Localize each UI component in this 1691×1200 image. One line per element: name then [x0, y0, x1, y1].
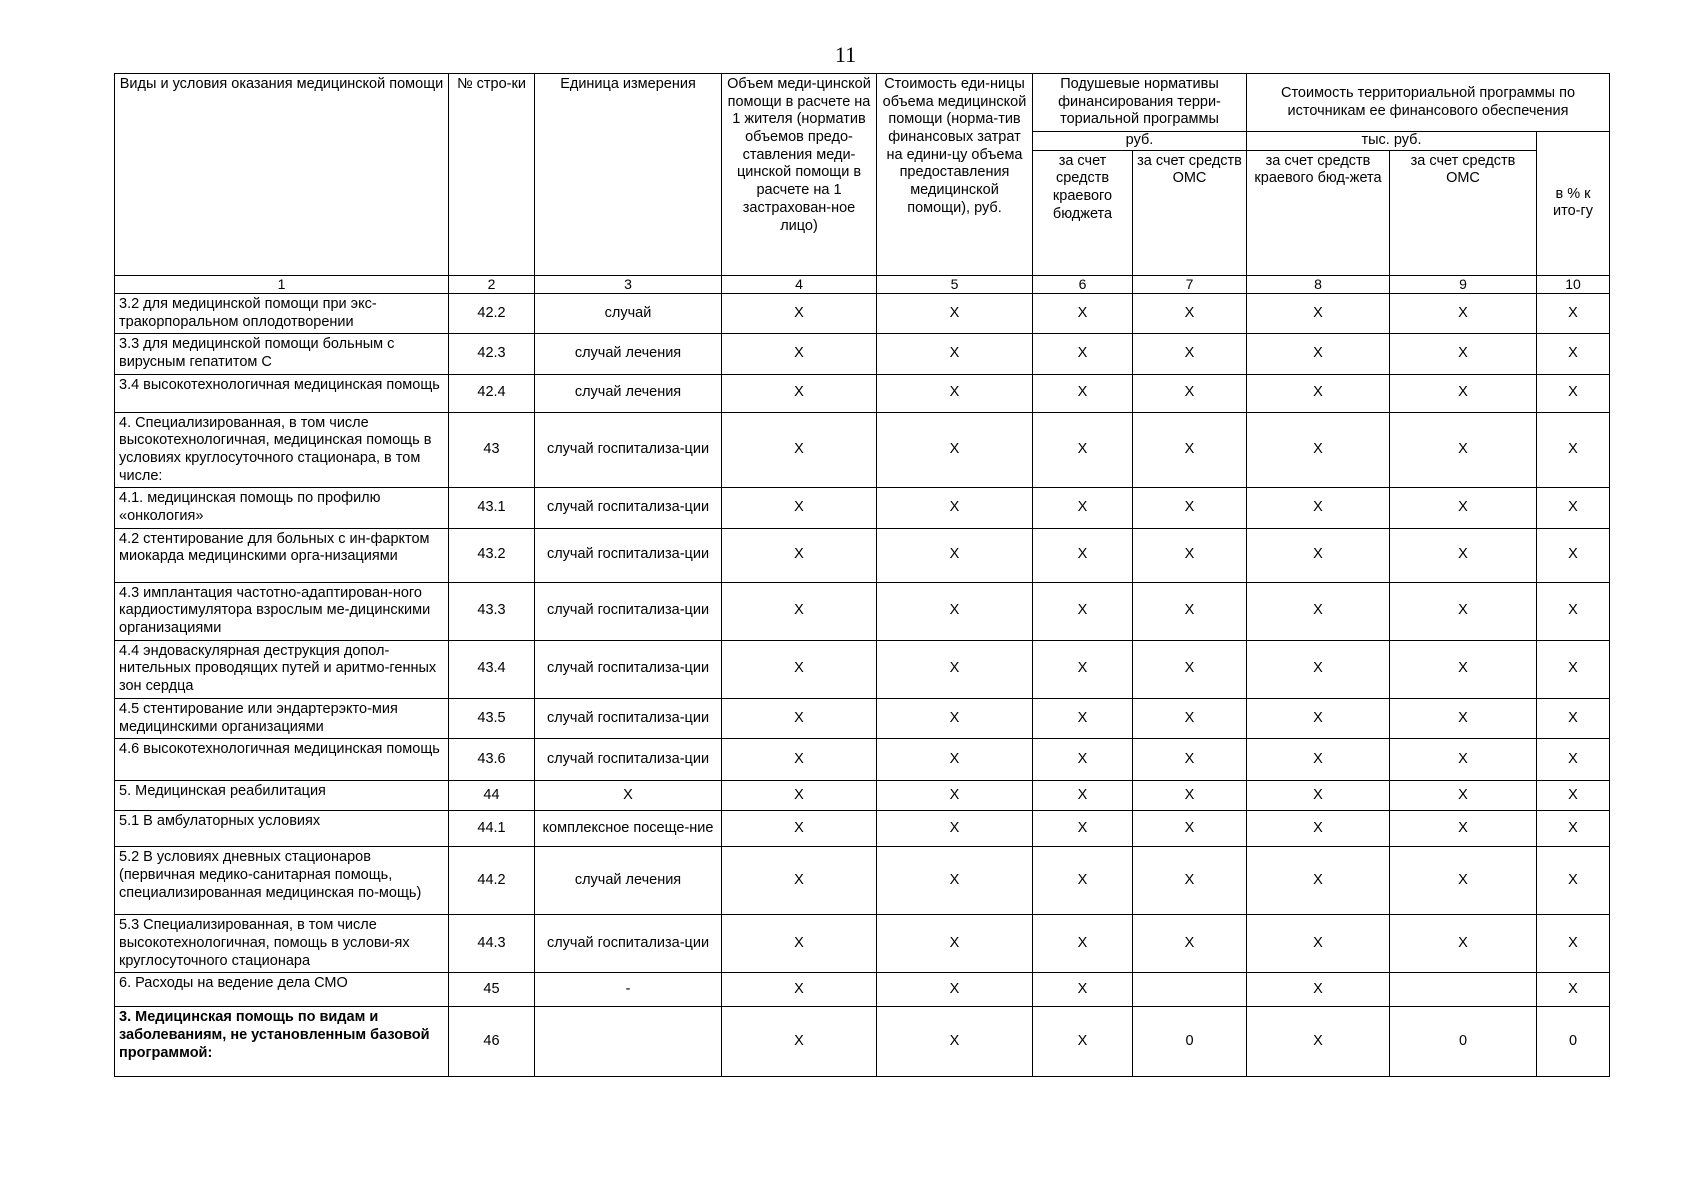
row-value: X	[1247, 528, 1390, 582]
table-row	[115, 739, 1610, 781]
header-oms-rub: за счет средств ОМС	[1133, 150, 1247, 275]
header-unit-cost: Стоимость еди-ницы объема медицинской помощи (норма-тив финансовых затрат на едини-цу объема предоставления медицинской помощи), руб.	[877, 74, 1033, 276]
row-value: X	[1133, 781, 1247, 811]
row-line-number: 44.3	[449, 915, 535, 973]
row-value: X	[877, 374, 1033, 412]
row-value: X	[1537, 915, 1610, 973]
row-unit: случай госпитализа-ции	[535, 640, 722, 698]
row-value: X	[1537, 374, 1610, 412]
row-name: 3.4 высокотехнологичная медицинская помощь	[115, 374, 449, 412]
row-value: X	[722, 640, 877, 698]
row-unit: случай госпитализа-ции	[535, 739, 722, 781]
row-line-number: 43.5	[449, 698, 535, 738]
header-volume-per-resident: Объем меди-цинской помощи в расчете на 1 жителя (норматив объемов предо-ставления меди-цинской помощи в расчете на 1 застрахован-ное лицо)	[722, 74, 877, 276]
row-value: X	[1033, 915, 1133, 973]
row-value: X	[1247, 334, 1390, 374]
row-value: X	[1537, 488, 1610, 528]
header-percent-of-total: в % к ито-гу	[1537, 132, 1610, 276]
row-value: X	[877, 739, 1033, 781]
row-unit: случай госпитализа-ции	[535, 915, 722, 973]
table-row	[115, 293, 1610, 333]
table-row	[115, 847, 1610, 915]
row-value: X	[1390, 412, 1537, 488]
table-row	[115, 973, 1610, 1007]
table-row	[115, 374, 1610, 412]
row-value: X	[877, 698, 1033, 738]
row-value: X	[1033, 698, 1133, 738]
row-unit	[535, 1007, 722, 1077]
row-value: X	[1133, 915, 1247, 973]
row-value: X	[1133, 334, 1247, 374]
row-value: X	[877, 293, 1033, 333]
row-value: X	[877, 528, 1033, 582]
column-number: 8	[1247, 275, 1390, 293]
row-value: X	[1247, 488, 1390, 528]
row-value: X	[722, 582, 877, 640]
row-line-number: 44.2	[449, 847, 535, 915]
row-value: X	[1133, 811, 1247, 847]
row-value: X	[1247, 640, 1390, 698]
row-value: X	[1247, 412, 1390, 488]
row-value: X	[1390, 847, 1537, 915]
row-value: X	[722, 293, 877, 333]
header-regional-budget-rub: за счет средств краевого бюджета	[1033, 150, 1133, 275]
row-value: X	[877, 334, 1033, 374]
row-unit: случай госпитализа-ции	[535, 412, 722, 488]
table-row	[115, 582, 1610, 640]
row-line-number: 43.6	[449, 739, 535, 781]
row-value: X	[1133, 412, 1247, 488]
row-value: X	[877, 781, 1033, 811]
table-row	[115, 528, 1610, 582]
row-name: 5.2 В условиях дневных стационаров (первичная медико-санитарная помощь, специализированная медицинская по-мощь)	[115, 847, 449, 915]
row-value: X	[722, 412, 877, 488]
row-name: 4. Специализированная, в том числе высокотехнологичная, медицинская помощь в условиях круглосуточного стационара, в том числе:	[115, 412, 449, 488]
table-row	[115, 334, 1610, 374]
row-line-number: 45	[449, 973, 535, 1007]
row-value: X	[1033, 374, 1133, 412]
header-unit-thous-rub: тыс. руб.	[1247, 132, 1537, 151]
header-row	[115, 74, 1610, 132]
row-line-number: 43.3	[449, 582, 535, 640]
row-value: X	[1247, 811, 1390, 847]
row-value: X	[877, 488, 1033, 528]
row-value: X	[1033, 847, 1133, 915]
table-row	[115, 488, 1610, 528]
row-value: X	[1133, 847, 1247, 915]
row-value: X	[877, 640, 1033, 698]
row-value: X	[1033, 1007, 1133, 1077]
row-value: X	[1537, 528, 1610, 582]
row-value: X	[877, 1007, 1033, 1077]
row-value: X	[1033, 973, 1133, 1007]
row-value: X	[877, 412, 1033, 488]
row-line-number: 46	[449, 1007, 535, 1077]
header-unit-rub: руб.	[1033, 132, 1247, 151]
row-value: X	[1247, 1007, 1390, 1077]
row-value: X	[877, 847, 1033, 915]
row-value: X	[1133, 374, 1247, 412]
row-value: X	[1390, 915, 1537, 973]
row-unit: комплексное посеще-ние	[535, 811, 722, 847]
table-row	[115, 1007, 1610, 1077]
table-row	[115, 915, 1610, 973]
row-value: X	[1133, 293, 1247, 333]
row-value: X	[1133, 739, 1247, 781]
row-value: X	[722, 811, 877, 847]
row-value: X	[1033, 528, 1133, 582]
row-name: 3. Медицинская помощь по видам и заболеваниям, не установленным базовой программой:	[115, 1007, 449, 1077]
row-value	[1390, 973, 1537, 1007]
column-number: 3	[535, 275, 722, 293]
row-value: 0	[1133, 1007, 1247, 1077]
header-kinds-of-care: Виды и условия оказания медицинской помощи	[115, 74, 449, 276]
row-unit: случай лечения	[535, 847, 722, 915]
row-line-number: 42.2	[449, 293, 535, 333]
row-line-number: 44.1	[449, 811, 535, 847]
table-row	[115, 640, 1610, 698]
table-row	[115, 412, 1610, 488]
column-number: 6	[1033, 275, 1133, 293]
table-row	[115, 811, 1610, 847]
row-value: 0	[1390, 1007, 1537, 1077]
row-name: 3.2 для медицинской помощи при экс-тракорпоральном оплодотворении	[115, 293, 449, 333]
row-value: X	[1033, 334, 1133, 374]
program-cost-table	[114, 73, 1610, 1077]
column-number: 1	[115, 275, 449, 293]
row-line-number: 43.4	[449, 640, 535, 698]
row-value: X	[1537, 582, 1610, 640]
row-value: X	[1390, 293, 1537, 333]
row-value: X	[1537, 412, 1610, 488]
row-value: X	[1033, 412, 1133, 488]
header-regional-budget-thous: за счет средств краевого бюд-жета	[1247, 150, 1390, 275]
row-value: X	[1390, 374, 1537, 412]
row-value: X	[1390, 334, 1537, 374]
row-value: X	[1390, 488, 1537, 528]
column-number: 2	[449, 275, 535, 293]
row-name: 5.3 Специализированная, в том числе высокотехнологичная, помощь в услови-ях круглосуточного стационара	[115, 915, 449, 973]
row-line-number: 43	[449, 412, 535, 488]
row-value: X	[722, 973, 877, 1007]
row-value: X	[1537, 739, 1610, 781]
row-value: X	[1133, 640, 1247, 698]
row-name: 4.3 имплантация частотно-адаптирован-ного кардиостимулятора взрослым ме-дицинскими организациями	[115, 582, 449, 640]
row-value: X	[1033, 781, 1133, 811]
row-value: X	[722, 334, 877, 374]
row-unit: случай лечения	[535, 374, 722, 412]
row-value: X	[1390, 698, 1537, 738]
row-unit: случай госпитализа-ции	[535, 488, 722, 528]
row-name: 4.5 стентирование или эндартерэкто-мия медицинскими организациями	[115, 698, 449, 738]
row-value: 0	[1537, 1007, 1610, 1077]
row-value: X	[1033, 640, 1133, 698]
column-number: 10	[1537, 275, 1610, 293]
row-value: X	[722, 698, 877, 738]
row-line-number: 43.2	[449, 528, 535, 582]
row-unit: случай лечения	[535, 334, 722, 374]
row-value: X	[1537, 781, 1610, 811]
row-value: X	[1033, 488, 1133, 528]
row-value: X	[722, 847, 877, 915]
row-name: 4.4 эндоваскулярная деструкция допол-нительных проводящих путей и аритмо-генных зон сердца	[115, 640, 449, 698]
row-value: X	[1247, 847, 1390, 915]
row-value: X	[1133, 582, 1247, 640]
row-value: X	[1537, 847, 1610, 915]
row-value: X	[1133, 528, 1247, 582]
header-line-number: № стро-ки	[449, 74, 535, 276]
row-value: X	[1033, 582, 1133, 640]
row-unit: -	[535, 973, 722, 1007]
row-value: X	[1390, 640, 1537, 698]
row-unit: случай госпитализа-ции	[535, 582, 722, 640]
row-value: X	[1247, 739, 1390, 781]
row-value: X	[722, 528, 877, 582]
row-value: X	[1133, 488, 1247, 528]
page-number: 11	[834, 42, 857, 67]
row-value: X	[1033, 293, 1133, 333]
row-name: 6. Расходы на ведение дела СМО	[115, 973, 449, 1007]
row-value: X	[722, 781, 877, 811]
column-number-row	[115, 275, 1610, 293]
row-line-number: 42.3	[449, 334, 535, 374]
row-unit: X	[535, 781, 722, 811]
row-value: X	[1033, 739, 1133, 781]
row-value: X	[722, 374, 877, 412]
row-value: X	[1247, 582, 1390, 640]
row-value: X	[722, 739, 877, 781]
column-number: 5	[877, 275, 1033, 293]
row-value: X	[1390, 739, 1537, 781]
header-per-capita-norms: Подушевые нормативы финансирования терри-ториальной программы	[1033, 74, 1247, 132]
row-value: X	[1537, 698, 1610, 738]
row-value: X	[1390, 582, 1537, 640]
row-name: 4.2 стентирование для больных с ин-фарктом миокарда медицинскими орга-низациями	[115, 528, 449, 582]
row-name: 5.1 В амбулаторных условиях	[115, 811, 449, 847]
header-unit-of-measure: Единица измерения	[535, 74, 722, 276]
table-row	[115, 698, 1610, 738]
row-value: X	[1247, 698, 1390, 738]
row-value: X	[1537, 334, 1610, 374]
row-value: X	[877, 582, 1033, 640]
row-value: X	[877, 915, 1033, 973]
row-unit: случай	[535, 293, 722, 333]
row-name: 5. Медицинская реабилитация	[115, 781, 449, 811]
row-name: 3.3 для медицинской помощи больным с вирусным гепатитом С	[115, 334, 449, 374]
row-value: X	[1033, 811, 1133, 847]
row-name: 4.1. медицинская помощь по профилю «онкология»	[115, 488, 449, 528]
row-value: X	[1247, 781, 1390, 811]
row-value: X	[1247, 973, 1390, 1007]
row-value: X	[1537, 811, 1610, 847]
row-value: X	[1133, 698, 1247, 738]
row-value: X	[722, 488, 877, 528]
row-line-number: 43.1	[449, 488, 535, 528]
row-value: X	[1247, 915, 1390, 973]
column-number: 9	[1390, 275, 1537, 293]
row-value: X	[1537, 640, 1610, 698]
row-value: X	[1537, 293, 1610, 333]
row-value: X	[877, 973, 1033, 1007]
row-value: X	[877, 811, 1033, 847]
row-value	[1133, 973, 1247, 1007]
column-number: 4	[722, 275, 877, 293]
row-value: X	[1247, 374, 1390, 412]
row-line-number: 42.4	[449, 374, 535, 412]
row-line-number: 44	[449, 781, 535, 811]
row-value: X	[722, 1007, 877, 1077]
row-unit: случай госпитализа-ции	[535, 698, 722, 738]
column-number: 7	[1133, 275, 1247, 293]
row-value: X	[1390, 781, 1537, 811]
header-oms-thous: за счет средств ОМС	[1390, 150, 1537, 275]
table-row	[115, 781, 1610, 811]
row-value: X	[1390, 811, 1537, 847]
row-value: X	[722, 915, 877, 973]
row-value: X	[1390, 528, 1537, 582]
row-value: X	[1537, 973, 1610, 1007]
row-value: X	[1247, 293, 1390, 333]
row-name: 4.6 высокотехнологичная медицинская помощь	[115, 739, 449, 781]
header-program-cost: Стоимость территориальной программы по источникам ее финансового обеспечения	[1247, 74, 1610, 132]
row-unit: случай госпитализа-ции	[535, 528, 722, 582]
